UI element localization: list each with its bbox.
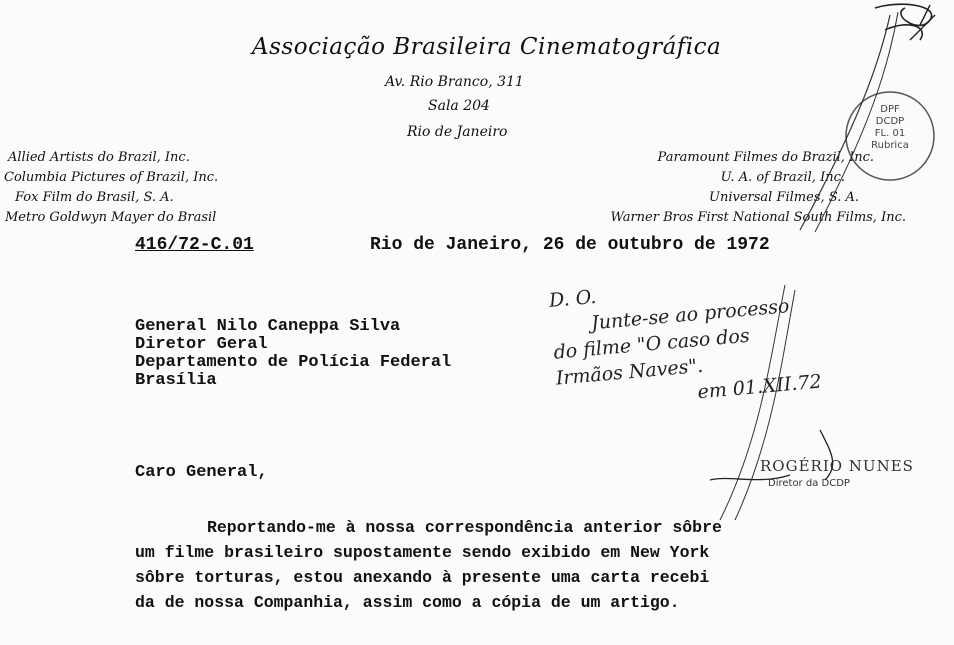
letterhead-room: Sala 204	[428, 98, 490, 114]
body-line: um filme brasileiro supostamente sendo exibido em New York	[135, 543, 710, 562]
member-company: U. A. of Brazil, Inc.	[720, 170, 845, 185]
member-company: Paramount Filmes do Brazil, Inc.	[657, 150, 874, 165]
member-list-left	[4, 148, 219, 228]
member-company: Universal Filmes, S. A.	[709, 190, 859, 205]
body-line: sôbre torturas, estou anexando à presente uma carta recebi	[135, 568, 710, 587]
stamp-name: ROGÉRIO NUNES	[760, 457, 914, 475]
member-company: Columbia Pictures of Brazil, Inc.	[4, 170, 219, 185]
member-company: Fox Film do Brasil, S. A.	[15, 190, 174, 205]
reference-number: 416/72-C.01	[135, 235, 254, 255]
recipient-title: Diretor Geral	[135, 335, 268, 354]
letterhead-street: Av. Rio Branco, 311	[385, 74, 524, 90]
seal-line: DPF	[880, 104, 900, 115]
annotation-line: em 01.XII.72	[696, 370, 823, 404]
letterhead-city: Rio de Janeiro	[407, 124, 508, 140]
seal-line: FL. 01	[874, 128, 906, 139]
annotation-line: Junte-se ao processo	[590, 295, 791, 335]
member-company: Metro Goldwyn Mayer do Brasil	[5, 210, 217, 225]
letterhead-title: Associação Brasileira Cinematográfica	[252, 34, 722, 60]
signature-scribble	[780, 0, 950, 240]
recipient-block	[135, 318, 451, 390]
initials-scribble	[700, 280, 880, 530]
body-line: Reportando-me à nossa correspondência anterior sôbre	[207, 518, 722, 537]
recipient-department: Departamento de Polícia Federal	[135, 353, 452, 372]
member-company: Warner Bros First National South Films, Inc.	[610, 210, 906, 225]
member-company: Allied Artists do Brazil, Inc.	[8, 150, 190, 165]
annotation-line: do filme "O caso dos	[552, 324, 751, 364]
letter-body	[135, 515, 722, 615]
greeting: Caro General,	[135, 463, 268, 482]
date-line: Rio de Janeiro, 26 de outubro de 1972	[370, 235, 770, 255]
body-line: da de nossa Companhia, assim como a cópia de um artigo.	[135, 593, 680, 612]
seal-line: DCDP	[875, 116, 905, 127]
seal-line: Rubrica	[871, 140, 909, 151]
recipient-name: General Nilo Caneppa Silva	[135, 317, 401, 336]
recipient-city: Brasília	[135, 371, 217, 390]
stamp-title: Diretor da DCDP	[768, 478, 850, 489]
annotation-line: Irmãos Naves".	[554, 354, 704, 390]
annotation-line: D. O.	[548, 285, 598, 312]
